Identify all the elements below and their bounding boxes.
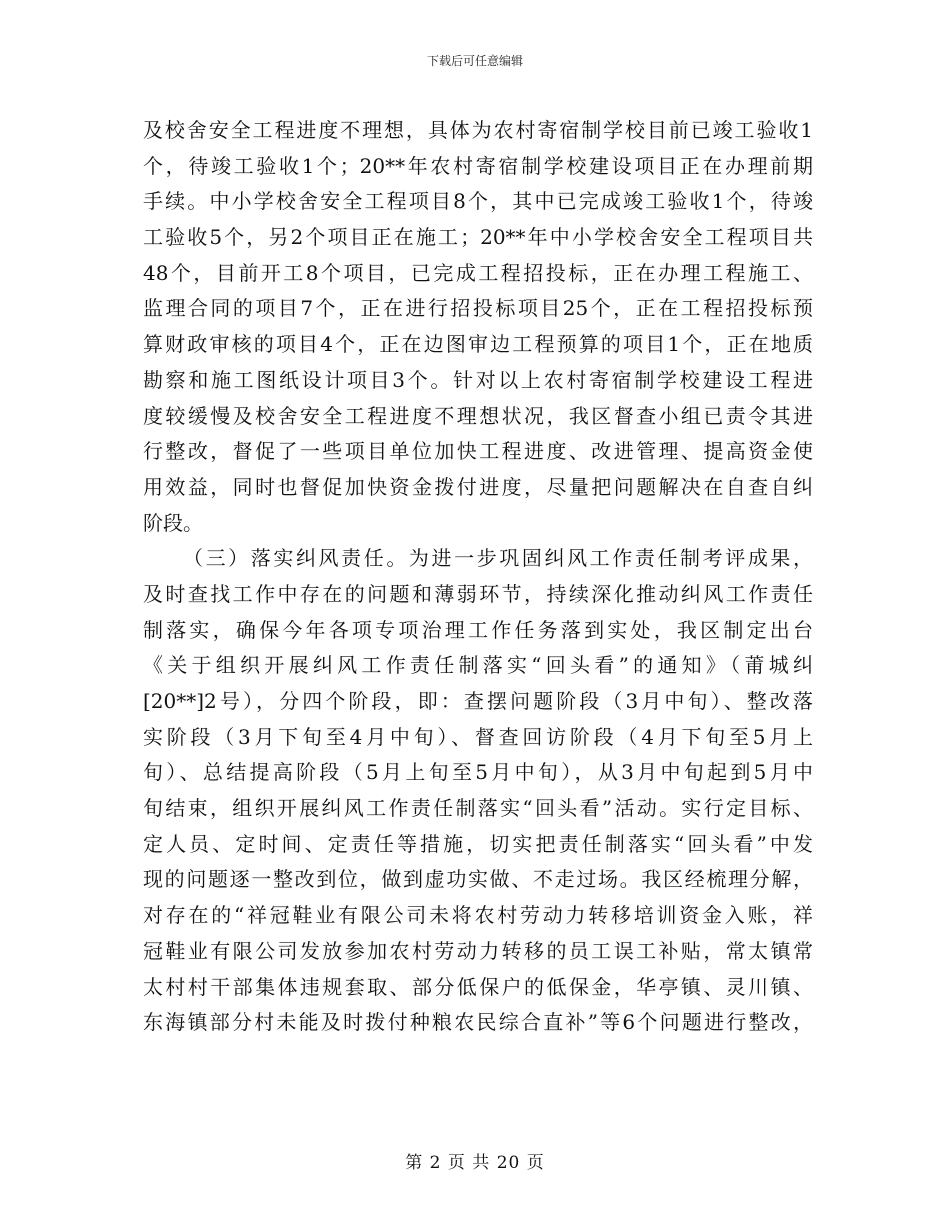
text-line: 旬）、总结提高阶段（5月上旬至5月中旬），从3月中旬起到5月中: [143, 760, 813, 785]
text-line: 用效益，同时也督促加快资金拨付进度，尽量把问题解决在自查自纠: [143, 474, 813, 499]
text-line: 行整改，督促了一些项目单位加快工程进度、改进管理、提高资金使: [143, 439, 813, 464]
text-line: 旬结束，组织开展纠风工作责任制落实“回头看”活动。实行定目标、: [143, 796, 813, 821]
text-line: 《关于组织开展纠风工作责任制落实“回头看”的通知》（莆城纠: [143, 653, 813, 678]
text-line: 阶段。: [143, 510, 203, 535]
text-line: 个，待竣工验收1个；20**年农村寄宿制学校建设项目正在办理前期: [143, 153, 813, 178]
text-line: 定人员、定时间、定责任等措施，切实把责任制落实“回头看”中发: [143, 831, 813, 856]
text-line: 对存在的“祥冠鞋业有限公司未将农村劳动力转移培训资金入账，祥: [143, 903, 813, 928]
text-line: 度较缓慢及校舍安全工程进度不理想状况，我区督查小组已责令其进: [143, 403, 813, 428]
text-line: 东海镇部分村未能及时拨付种粮农民综合直补”等6个问题进行整改，: [143, 1010, 813, 1035]
text-line: 及校舍安全工程进度不理想，具体为农村寄宿制学校目前已竣工验收1: [143, 118, 813, 142]
text-line: 制落实，确保今年各项专项治理工作任务落到实处，我区制定出台: [143, 617, 813, 642]
text-line: 及时查找工作中存在的问题和薄弱环节，持续深化推动纠风工作责任: [143, 581, 813, 606]
text-line: 工验收5个，另2个项目正在施工；20**年中小学校舍安全工程项目共: [143, 225, 813, 250]
document-body: [143, 113, 813, 1041]
text-line: 监理合同的项目7个，正在进行招投标项目25个，正在工程招投标预: [143, 296, 813, 321]
text-line: 现的问题逐一整改到位，做到虚功实做、不走过场。我区经梳理分解，: [143, 867, 813, 892]
text-line: 手续。中小学校舍安全工程项目8个，其中已完成竣工验收1个，待竣: [143, 189, 813, 214]
text-line: [20**]2号），分四个阶段，即：查摆问题阶段（3月中旬）、整改落: [143, 689, 813, 713]
page-header-note: 下载后可任意编辑: [426, 54, 523, 68]
section-heading-line: （三）落实纠风责任。为进一步巩固纠风工作责任制考评成果，: [183, 546, 813, 571]
text-line: 勘察和施工图纸设计项目3个。针对以上农村寄宿制学校建设工程进: [143, 367, 813, 392]
text-line: 太村村干部集体违规套取、部分低保户的低保金，华亭镇、灵川镇、: [143, 974, 813, 999]
text-line: 冠鞋业有限公司发放参加农村劳动力转移的员工误工补贴，常太镇常: [143, 938, 813, 963]
text-line: 算财政审核的项目4个，正在边图审边工程预算的项目1个，正在地质: [143, 332, 813, 357]
page-number: 第 2 页 共 20 页: [405, 1153, 545, 1173]
text-line: 实阶段（3月下旬至4月中旬）、督查回访阶段（4月下旬至5月上: [143, 724, 813, 749]
text-line: 48个，目前开工8个项目，已完成工程招投标，正在办理工程施工、: [143, 260, 813, 285]
